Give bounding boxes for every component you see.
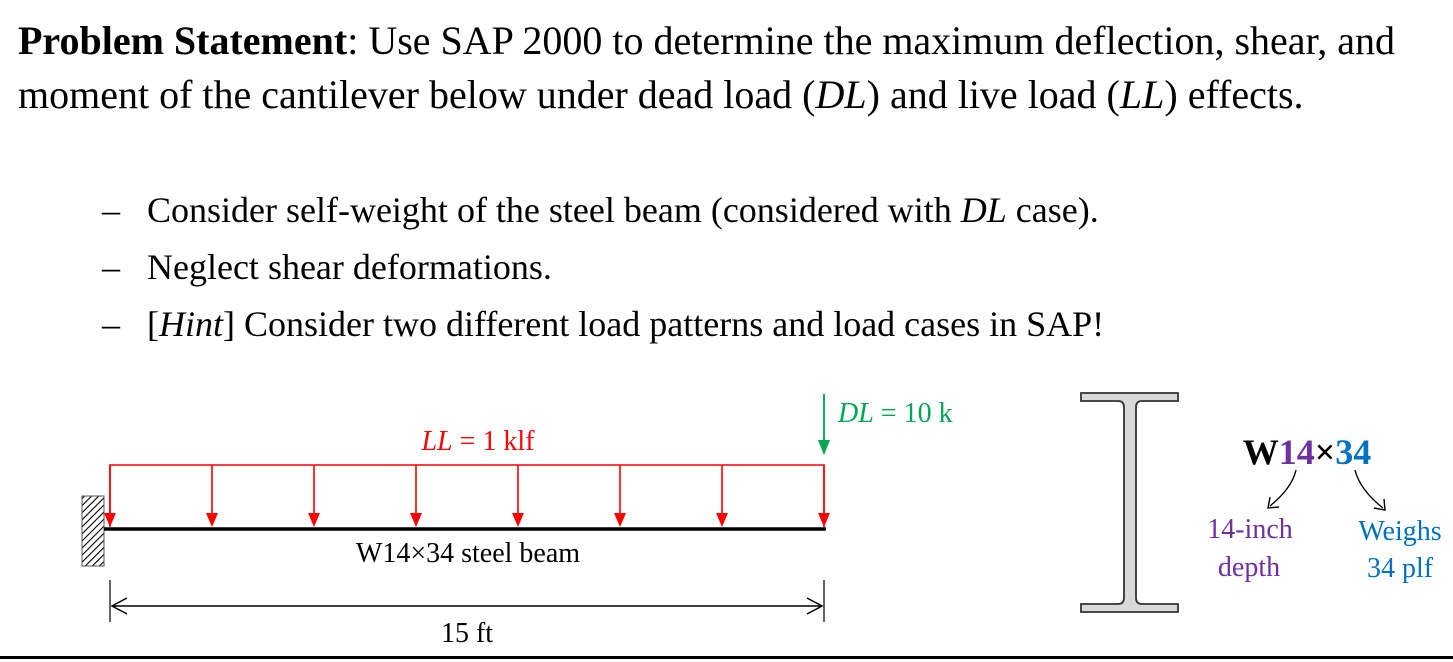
bullet-text: Neglect shear deformations. (147, 247, 552, 287)
bottom-rule (0, 656, 1453, 659)
statement-ll: LL (1119, 72, 1165, 117)
statement-text-3: ) effects. (1164, 72, 1304, 117)
depth-note-line-1: 14-inch (1207, 514, 1293, 545)
live-load-arrowhead (104, 513, 116, 527)
bullet-text: [ (147, 304, 159, 344)
live-load-arrowhead (512, 513, 524, 527)
bullet-text-end: ] Consider two different load patterns and load cases in SAP! (223, 304, 1105, 344)
live-load-arrowhead (308, 513, 320, 527)
bullet-dash: – (102, 190, 120, 230)
span-label: 15 ft (440, 618, 494, 649)
statement-text-2: ) and live load ( (866, 72, 1120, 117)
section-depth: 14 (1278, 432, 1315, 472)
live-load-label (420, 426, 535, 457)
statement-heading: Problem Statement (18, 18, 348, 63)
live-load-arrowhead (206, 513, 218, 527)
live-load-symbol: LL (421, 426, 453, 457)
statement-text-1: Use SAP 2000 to determine the maximum deflection, shear, and moment of the cantilever below under dead load ( (18, 18, 1395, 117)
bullet-dash: – (102, 304, 120, 344)
live-load-arrowhead (716, 513, 728, 527)
w-section-shape (1081, 393, 1178, 612)
bullet-text-end: case). (1006, 190, 1099, 230)
bullet-emphasis: DL (960, 190, 1007, 230)
bullet-emphasis: Hint (159, 304, 224, 344)
cantilever-figure (0, 370, 1453, 656)
dead-load-value: = 10 k (873, 398, 953, 429)
dead-load-symbol: DL (838, 398, 874, 429)
live-load-arrowhead (410, 513, 422, 527)
weight-note-line-2: 34 plf (1366, 553, 1434, 584)
span-dimension (110, 580, 824, 649)
statement-colon: : (347, 18, 359, 63)
live-load-arrows (104, 465, 830, 527)
live-load-arrowhead (614, 513, 626, 527)
bullet-text: Consider self-weight of the steel beam (considered with (147, 190, 961, 230)
section-times: × (1314, 432, 1336, 472)
live-load-outline (110, 465, 824, 527)
statement-dl: DL (815, 72, 867, 117)
beam-label: W14×34 steel beam (355, 538, 581, 569)
live-load-arrowhead (818, 513, 830, 527)
dead-load-label (837, 398, 953, 429)
bullet-dash: – (102, 247, 120, 287)
weight-note-line-1: Weighs (1358, 516, 1442, 547)
section-designation (1243, 432, 1372, 472)
bullet-item-self-weight (102, 182, 1104, 239)
bullet-item-shear (102, 239, 1104, 296)
depth-note-line-2: depth (1217, 552, 1281, 583)
fixed-support (82, 496, 104, 566)
section-weight: 34 (1335, 432, 1372, 472)
dead-load-arrowhead (818, 440, 830, 455)
live-load (104, 426, 830, 527)
depth-pointer-arrow (1270, 470, 1296, 506)
dead-load (818, 394, 953, 455)
section-w: W (1242, 432, 1279, 472)
weight-pointer-arrow (1355, 470, 1383, 508)
bullet-item-hint (102, 296, 1104, 353)
problem-statement (18, 14, 1443, 122)
live-load-value: = 1 klf (452, 426, 535, 457)
bullet-list (102, 182, 1104, 353)
